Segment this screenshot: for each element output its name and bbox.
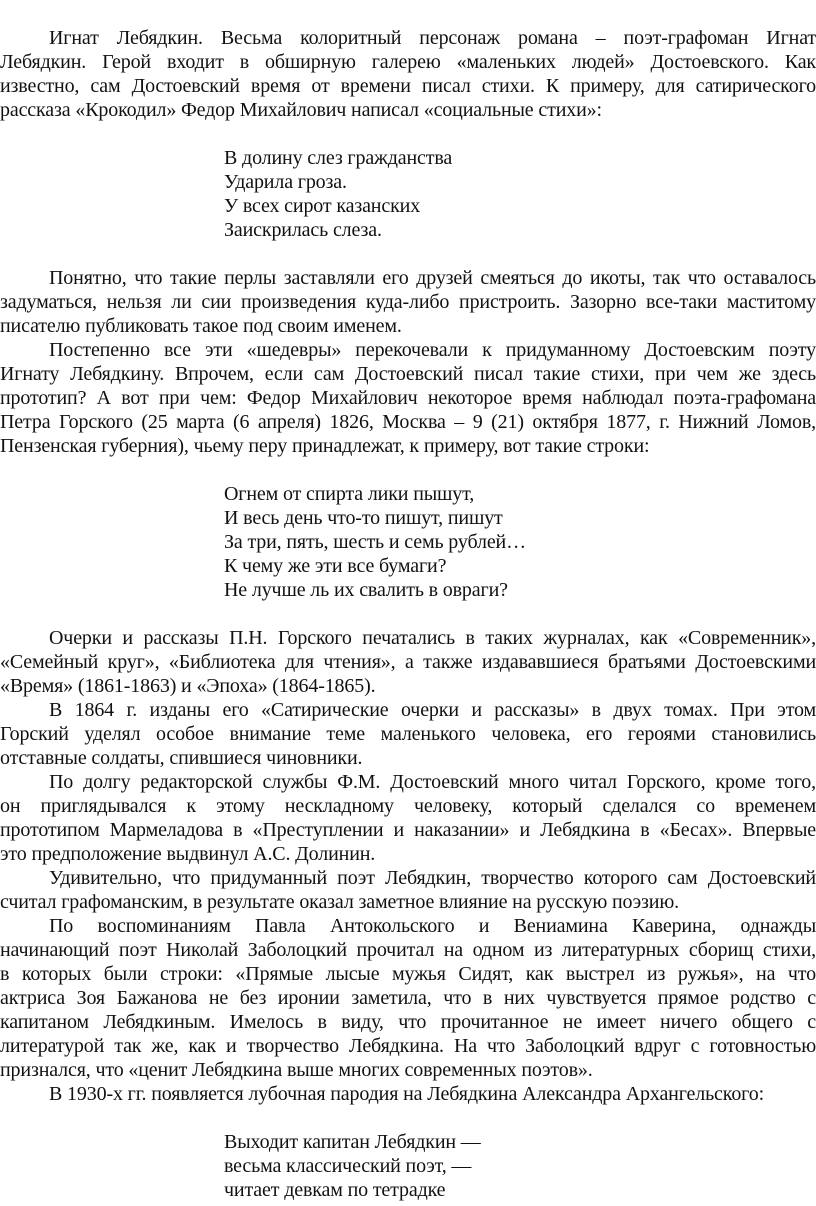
poem-stanza [0, 1130, 816, 1202]
poem-line: читает девкам по тетрадке [224, 1179, 446, 1201]
paragraph [0, 26, 816, 122]
text-line: считал графоманским, в результате оказал заметное влияние на русскую поэзию. [0, 891, 680, 913]
paragraph [0, 866, 816, 914]
document-page [0, 26, 816, 1202]
text-line: Очерки и рассказы П.Н. Горского печатались в таких журналах, как «Современник», [49, 627, 816, 649]
text-line: Игнату Лебядкину. Впрочем, если сам Достоевский писал такие стихи, при чем же здесь [0, 363, 816, 385]
poem-line: Не лучше ль их свалить в овраги? [224, 579, 508, 601]
text-line: прототип? А вот при чем: Федор Михайлович некоторое время наблюдал поэта-графомана [0, 387, 816, 409]
poem-line: Огнем от спирта лики пышут, [224, 483, 475, 505]
text-line: Игнат Лебядкин. Весьма колоритный персонаж романа – поэт-графоман Игнат [49, 27, 816, 49]
poem-line: весьма классический поэт, — [224, 1155, 472, 1177]
poem-line: К чему же эти все бумаги? [224, 555, 447, 577]
text-line: Лебядкин. Герой входит в обширную галерею «маленьких людей» Достоевского. Как [0, 51, 816, 73]
text-line: задуматься, нельзя ли сии произведения куда-либо пристроить. Зазорно все-таки маститому [0, 291, 816, 313]
text-line: капитаном Лебядкиным. Имелось в виду, что прочитанное не имеет ничего общего с [0, 1011, 816, 1033]
text-line: Понятно, что такие перлы заставляли его друзей смеяться до икоты, так что оставалось [49, 267, 816, 289]
poem-line: У всех сирот казанских [224, 195, 421, 217]
poem-line: Выходит капитан Лебядкин — [224, 1131, 481, 1153]
text-line: писателю публиковать такое под своим именем. [0, 315, 402, 337]
poem-line: Ударила гроза. [224, 171, 347, 193]
blank-line [0, 458, 816, 482]
poem-line: За три, пять, шесть и семь рублей… [224, 531, 526, 553]
blank-line [0, 602, 816, 626]
paragraph [0, 338, 816, 458]
blank-line [0, 122, 816, 146]
text-line: отставные солдаты, спившиеся чиновники. [0, 747, 363, 769]
text-line: признался, что «ценит Лебядкина выше многих современных поэтов». [0, 1059, 593, 1081]
paragraph [0, 770, 816, 866]
text-line: «Время» (1861-1863) и «Эпоха» (1864-1865). [0, 675, 376, 697]
text-line: «Семейный круг», «Библиотека для чтения», а также издававшиеся братьями Достоевскими [0, 651, 816, 673]
text-line: начинающий поэт Николай Заболоцкий прочитал на одном из литературных сборищ стихи, [0, 939, 816, 961]
text-line: Пензенская губерния), чьему перу принадлежат, к примеру, вот такие строки: [0, 435, 650, 457]
text-line: в которых были строки: «Прямые лысые мужья Сидят, как выстрел из ружья», на что [0, 963, 816, 985]
text-line: Постепенно все эти «шедевры» перекочевали к придуманному Достоевским поэту [49, 339, 816, 361]
text-line: В 1864 г. изданы его «Сатирические очерки и рассказы» в двух томах. При этом [49, 699, 816, 721]
text-line: прототипом Мармеладова в «Преступлении и наказании» и Лебядкина в «Бесах». Впервые [0, 819, 816, 841]
blank-line [0, 1106, 816, 1130]
poem-line: Заискрилась слеза. [224, 219, 382, 241]
text-line: По долгу редакторской службы Ф.М. Достоевский много читал Горского, кроме того, [49, 771, 816, 793]
text-line: Удивительно, что придуманный поэт Лебядкин, творчество которого сам Достоевский [49, 867, 816, 889]
text-line: известно, сам Достоевский время от времени писал стихи. К примеру, для сатирического [0, 75, 816, 97]
poem-line: И весь день что-то пишут, пишут [224, 507, 503, 529]
poem-stanza [0, 482, 816, 602]
paragraph [0, 1082, 816, 1106]
paragraph [0, 914, 816, 1082]
paragraph [0, 266, 816, 338]
text-line: актриса Зоя Бажанова не без иронии заметила, что в них чувствуется прямое родство с [0, 987, 816, 1009]
poem-line: В долину слез гражданства [224, 147, 453, 169]
paragraph [0, 626, 816, 698]
poem-stanza [0, 146, 816, 242]
paragraph [0, 698, 816, 770]
text-line: В 1930-х гг. появляется лубочная пародия на Лебядкина Александра Архангельского: [49, 1083, 764, 1105]
text-line: это предположение выдвинул А.С. Долинин. [0, 843, 376, 865]
text-line: он приглядывался к этому нескладному человеку, который сделался со временем [0, 795, 816, 817]
text-line: По воспоминаниям Павла Антокольского и Вениамина Каверина, однажды [49, 915, 816, 937]
text-line: Петра Горского (25 марта (6 апреля) 1826, Москва – 9 (21) октября 1877, г. Нижний Ломов, [0, 411, 816, 433]
text-line: Горский уделял особое внимание теме маленького человека, его героями становились [0, 723, 816, 745]
text-line: литературой так же, как и творчество Лебядкина. На что Заболоцкий вдруг с готовностью [0, 1035, 816, 1057]
text-line: рассказа «Крокодил» Федор Михайлович написал «социальные стихи»: [0, 99, 602, 121]
blank-line [0, 242, 816, 266]
